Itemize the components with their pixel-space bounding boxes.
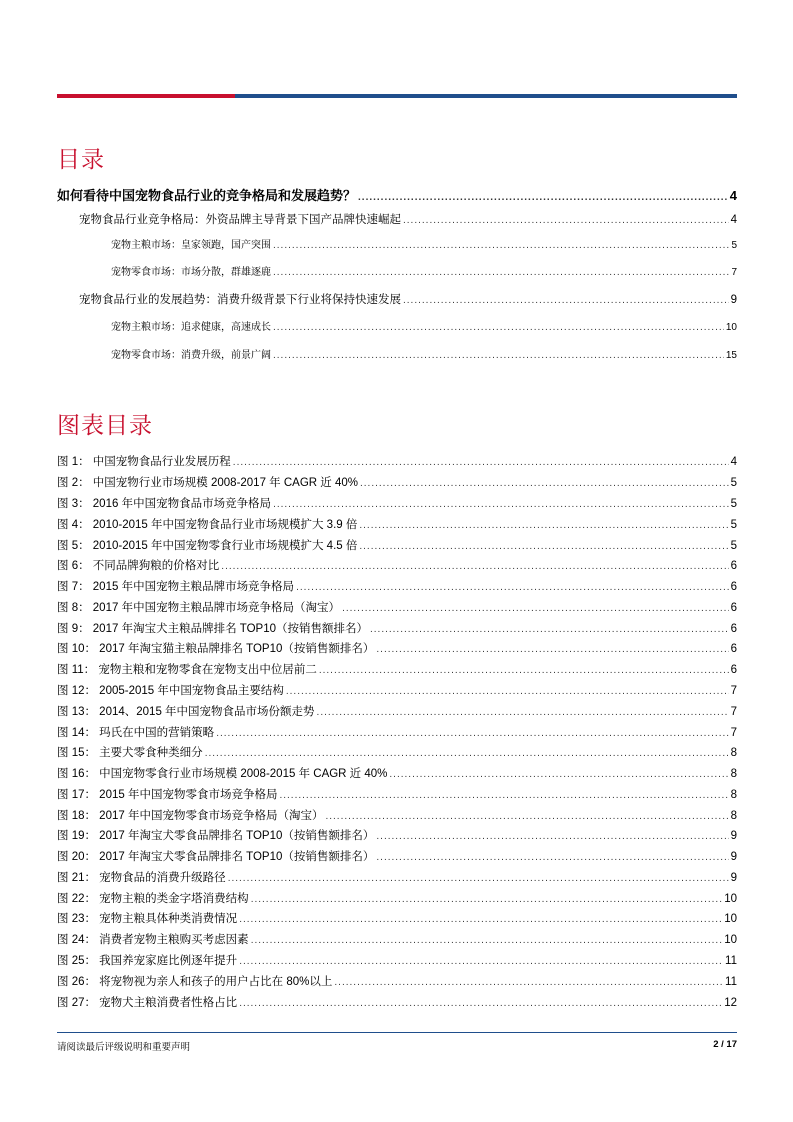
figure-entry[interactable] bbox=[57, 682, 737, 698]
leader-dots bbox=[273, 350, 724, 361]
leader-dots bbox=[360, 478, 729, 489]
figure-entry-label: 图 12： 2005-2015 年中国宠物食品主要结构 bbox=[57, 685, 284, 697]
figure-entry-label: 图 26： 将宠物视为亲人和孩子的用户占比在 80%以上 bbox=[57, 976, 333, 988]
leader-dots bbox=[239, 914, 722, 925]
leader-dots bbox=[221, 561, 728, 572]
leader-dots bbox=[273, 322, 724, 333]
figure-entry-page: 8 bbox=[730, 747, 737, 759]
figure-entry-page: 5 bbox=[730, 519, 737, 531]
figure-entry[interactable] bbox=[57, 620, 737, 636]
figure-entry-label: 图 24： 消费者宠物主粮购买考虑因素 bbox=[57, 934, 249, 946]
figure-entry-page: 7 bbox=[730, 706, 737, 718]
figure-entry[interactable] bbox=[57, 744, 737, 760]
leader-dots bbox=[273, 267, 729, 278]
figure-entry[interactable] bbox=[57, 640, 737, 656]
figure-entry-label: 图 17： 2015 年中国宠物零食市场竞争格局 bbox=[57, 789, 278, 801]
figure-entry-page: 12 bbox=[724, 997, 737, 1009]
figure-entry-page: 6 bbox=[730, 602, 737, 614]
toc-entry-page: 9 bbox=[730, 294, 737, 306]
figure-entry-page: 8 bbox=[730, 810, 737, 822]
figure-entry[interactable] bbox=[57, 557, 737, 573]
figure-entry-label: 图 15： 主要犬零食种类细分 bbox=[57, 747, 203, 759]
figure-entry[interactable] bbox=[57, 952, 737, 968]
figure-entry-label: 图 8： 2017 年中国宠物主粮品牌市场竞争格局（淘宝） bbox=[57, 602, 341, 614]
toc-entry-label: 宠物主粮市场：皇家领跑，国产突围 bbox=[111, 240, 271, 251]
figure-entry-page: 5 bbox=[730, 540, 737, 552]
figure-entry[interactable] bbox=[57, 910, 737, 926]
figure-entry[interactable] bbox=[57, 931, 737, 947]
leader-dots bbox=[325, 811, 728, 822]
leader-dots bbox=[389, 769, 728, 780]
footer-divider bbox=[57, 1032, 737, 1033]
toc-entry-page: 10 bbox=[725, 322, 737, 333]
figure-entry-label: 图 3： 2016 年中国宠物食品市场竞争格局 bbox=[57, 498, 272, 510]
figure-entry-label: 图 11： 宠物主粮和宠物零食在宠物支出中位居前二 bbox=[57, 664, 317, 676]
figure-entry-page: 11 bbox=[725, 976, 737, 988]
figure-entry-label: 图 9： 2017 年淘宝犬主粮品牌排名 TOP10（按销售额排名） bbox=[57, 623, 368, 635]
header-accent-red bbox=[57, 94, 235, 98]
figure-entry-page: 10 bbox=[724, 913, 737, 925]
toc-entry-label: 宠物零食市场：消费升级，前景广阔 bbox=[111, 350, 271, 361]
figure-entry-page: 6 bbox=[730, 581, 737, 593]
toc-entry[interactable] bbox=[79, 211, 737, 227]
figure-entry-label: 图 19： 2017 年淘宝犬零食品牌排名 TOP10（按销售额排名） bbox=[57, 830, 375, 842]
leader-dots bbox=[279, 790, 728, 801]
leader-dots bbox=[239, 998, 722, 1009]
figure-entry-label: 图 6： 不同品牌狗粮的价格对比 bbox=[57, 560, 220, 572]
leader-dots bbox=[403, 295, 729, 306]
figure-entry[interactable] bbox=[57, 827, 737, 843]
figure-entry[interactable] bbox=[57, 848, 737, 864]
figure-entry[interactable] bbox=[57, 994, 737, 1010]
figure-entry[interactable] bbox=[57, 474, 737, 490]
figures-title: 图表目录 bbox=[57, 412, 153, 438]
figure-entry-page: 6 bbox=[730, 623, 737, 635]
leader-dots bbox=[251, 894, 723, 905]
figure-entry[interactable] bbox=[57, 578, 737, 594]
figure-entry-label: 图 27： 宠物犬主粮消费者性格占比 bbox=[57, 997, 238, 1009]
figure-entry-page: 5 bbox=[730, 477, 737, 489]
figure-entry[interactable] bbox=[57, 724, 737, 740]
leader-dots bbox=[233, 457, 729, 468]
toc-entry-page: 5 bbox=[731, 240, 737, 251]
figure-entry[interactable] bbox=[57, 765, 737, 781]
figure-entry-label: 图 23： 宠物主粮具体种类消费情况 bbox=[57, 913, 238, 925]
page-number: 2 / 17 bbox=[713, 1039, 737, 1050]
figure-entry-label: 图 22： 宠物主粮的类金字塔消费结构 bbox=[57, 893, 249, 905]
figure-entry-page: 6 bbox=[730, 560, 737, 572]
figure-entry-label: 图 21： 宠物食品的消费升级路径 bbox=[57, 872, 226, 884]
toc-entry-page: 7 bbox=[731, 267, 737, 278]
toc-entry[interactable] bbox=[111, 236, 737, 251]
figure-entry[interactable] bbox=[57, 890, 737, 906]
figure-entry-page: 9 bbox=[730, 872, 737, 884]
leader-dots bbox=[358, 192, 728, 203]
figure-entry[interactable] bbox=[57, 786, 737, 802]
toc-entry[interactable] bbox=[111, 263, 737, 278]
leader-dots bbox=[359, 541, 728, 552]
leader-dots bbox=[342, 603, 729, 614]
leader-dots bbox=[239, 956, 723, 967]
figure-entry-label: 图 25： 我国养宠家庭比例逐年提升 bbox=[57, 955, 238, 967]
figure-entry-label: 图 20： 2017 年淘宝犬零食品牌排名 TOP10（按销售额排名） bbox=[57, 851, 375, 863]
figure-entry[interactable] bbox=[57, 807, 737, 823]
leader-dots bbox=[403, 215, 729, 226]
leader-dots bbox=[273, 240, 729, 251]
figure-entry-label: 图 4： 2010-2015 年中国宠物食品行业市场规模扩大 3.9 倍 bbox=[57, 519, 358, 531]
figure-entry-label: 图 1： 中国宠物食品行业发展历程 bbox=[57, 456, 231, 468]
figure-entry-page: 6 bbox=[730, 643, 737, 655]
figure-entry-page: 4 bbox=[730, 456, 737, 468]
toc-entry-label: 如何看待中国宠物食品行业的竞争格局和发展趋势？ bbox=[57, 188, 357, 203]
figure-entry-page: 10 bbox=[724, 893, 737, 905]
figure-entry[interactable] bbox=[57, 869, 737, 885]
toc-entry-page: 4 bbox=[729, 188, 737, 203]
figure-entry-page: 9 bbox=[730, 830, 737, 842]
leader-dots bbox=[273, 499, 729, 510]
figure-entry-label: 图 5： 2010-2015 年中国宠物零食行业市场规模扩大 4.5 倍 bbox=[57, 540, 358, 552]
header-accent-bar bbox=[57, 94, 737, 98]
figure-entry[interactable] bbox=[57, 453, 737, 469]
figure-entry-label: 图 13： 2014、2015 年中国宠物食品市场份额走势 bbox=[57, 706, 315, 718]
figure-entry-page: 7 bbox=[730, 685, 737, 697]
leader-dots bbox=[228, 873, 729, 884]
figure-entry-page: 5 bbox=[730, 498, 737, 510]
figure-entry[interactable] bbox=[57, 703, 737, 719]
figure-entry-page: 6 bbox=[730, 664, 737, 676]
figure-entry-label: 图 14： 玛氏在中国的营销策略 bbox=[57, 727, 215, 739]
figure-entry-page: 10 bbox=[724, 934, 737, 946]
leader-dots bbox=[317, 707, 729, 718]
figure-entry-page: 9 bbox=[730, 851, 737, 863]
leader-dots bbox=[376, 644, 728, 655]
toc-entry[interactable] bbox=[111, 318, 737, 333]
leader-dots bbox=[205, 748, 729, 759]
figure-entry-label: 图 16： 中国宠物零食行业市场规模 2008-2015 年 CAGR 近 40% bbox=[57, 768, 388, 780]
leader-dots bbox=[376, 831, 728, 842]
figure-entry-label: 图 2： 中国宠物行业市场规模 2008-2017 年 CAGR 近 40% bbox=[57, 477, 358, 489]
toc-entry-label: 宠物零食市场：市场分散，群雄逐鹿 bbox=[111, 267, 271, 278]
leader-dots bbox=[334, 977, 723, 988]
figure-entry-page: 7 bbox=[730, 727, 737, 739]
leader-dots bbox=[296, 582, 729, 593]
figure-entry-page: 8 bbox=[730, 789, 737, 801]
figure-entry-label: 图 10： 2017 年淘宝猫主粮品牌排名 TOP10（按销售额排名） bbox=[57, 643, 375, 655]
toc-entry-label: 宠物食品行业竞争格局：外资品牌主导背景下国产品牌快速崛起 bbox=[79, 214, 401, 226]
leader-dots bbox=[216, 728, 728, 739]
figure-entry[interactable] bbox=[57, 516, 737, 532]
leader-dots bbox=[376, 852, 728, 863]
toc-entry[interactable] bbox=[79, 291, 737, 307]
leader-dots bbox=[286, 686, 729, 697]
figure-entry-label: 图 7： 2015 年中国宠物主粮品牌市场竞争格局 bbox=[57, 581, 295, 593]
leader-dots bbox=[251, 935, 723, 946]
toc-title: 目录 bbox=[57, 146, 105, 172]
toc-entry-label: 宠物主粮市场：追求健康，高速成长 bbox=[111, 322, 271, 333]
toc-entry-page: 4 bbox=[730, 214, 737, 226]
figure-entry[interactable] bbox=[57, 661, 737, 677]
footer-disclaimer: 请阅读最后评级说明和重要声明 bbox=[57, 1042, 191, 1053]
figure-entry[interactable] bbox=[57, 973, 737, 989]
toc-entry-label: 宠物食品行业的发展趋势：消费升级背景下行业将保持快速发展 bbox=[79, 294, 401, 306]
toc-entry[interactable] bbox=[111, 346, 737, 361]
figure-entry-label: 图 18： 2017 年中国宠物零食市场竞争格局（淘宝） bbox=[57, 810, 324, 822]
toc-entry-page: 15 bbox=[725, 350, 737, 361]
leader-dots bbox=[359, 520, 728, 531]
figure-entry-page: 11 bbox=[725, 955, 737, 967]
figure-entry-page: 8 bbox=[730, 768, 737, 780]
figure-entry[interactable] bbox=[57, 599, 737, 615]
header-accent-blue bbox=[235, 94, 737, 98]
leader-dots bbox=[319, 665, 729, 676]
figure-entry[interactable] bbox=[57, 537, 737, 553]
figure-entry[interactable] bbox=[57, 495, 737, 511]
leader-dots bbox=[370, 624, 729, 635]
toc-entry[interactable] bbox=[57, 185, 737, 204]
